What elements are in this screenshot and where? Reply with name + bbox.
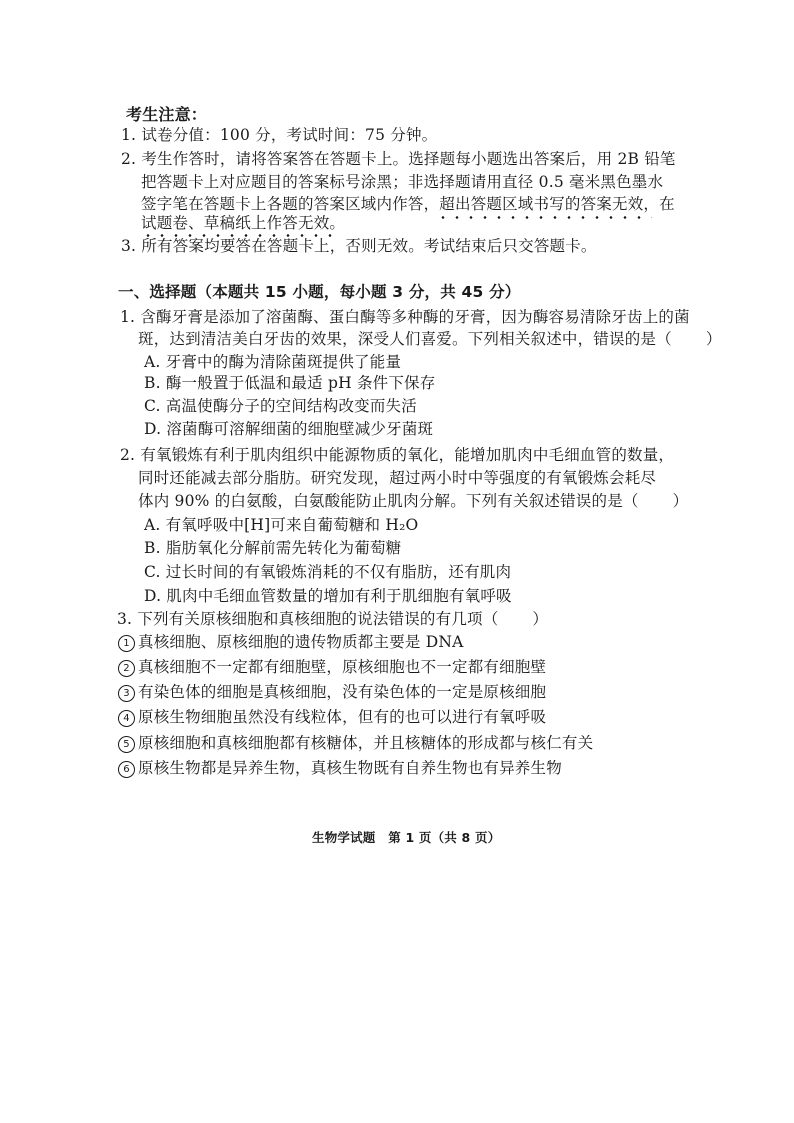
emphasis-dots bbox=[436, 216, 652, 219]
question-2-stem-text: 体内 90% 的白氨酸，白氨酸能防止肌肉分解。下列有关叙述错误的是（ bbox=[138, 492, 639, 510]
statement-item bbox=[118, 682, 546, 702]
question-2-option-a: A. 有氧呼吸中[H]可来自葡萄糖和 H₂O bbox=[144, 516, 419, 534]
statement-text: 有染色体的细胞是真核细胞，没有染色体的一定是原核细胞 bbox=[138, 683, 547, 701]
question-3-stem-text: 3. 下列有关原核细胞和真核细胞的说法错误的有几项（ bbox=[117, 610, 499, 628]
question-1-option-d: D. 溶菌酶可溶解细菌的细胞壁减少牙菌斑 bbox=[144, 420, 434, 438]
question-1-option-a: A. 牙膏中的酶为清除菌斑提供了能量 bbox=[144, 353, 402, 371]
notice-item-1: 1. 试卷分值：100 分，考试时间：75 分钟。 bbox=[121, 126, 438, 144]
notice-title: 考生注意： bbox=[126, 105, 208, 124]
question-1-stem-text: 斑，达到清洁美白牙齿的效果，深受人们喜爱。下列相关叙述中，错误的是（ bbox=[138, 330, 672, 348]
question-3-stem bbox=[117, 609, 548, 629]
statement-text: 原核生物都是异养生物，真核生物既有自养生物也有异养生物 bbox=[138, 759, 562, 777]
question-2-stem-line-3 bbox=[138, 491, 688, 511]
circled-number: 2 bbox=[118, 660, 135, 677]
statement-item bbox=[118, 632, 464, 652]
statement-text: 原核细胞和真核细胞都有核糖体，并且核糖体的形成都与核仁有关 bbox=[138, 734, 594, 752]
question-2-option-b: B. 脂肪氧化分解前需先转化为葡萄糖 bbox=[144, 539, 402, 557]
statement-item bbox=[118, 758, 562, 778]
statement-text: 原核生物细胞虽然没有线粒体，但有的也可以进行有氧呼吸 bbox=[138, 708, 547, 726]
notice-item-2-line-4: 试题卷、草稿纸上作答无效。 bbox=[141, 214, 346, 232]
answer-paren-close: ） bbox=[705, 330, 722, 348]
question-2-option-d: D. 肌肉中毛细血管数量的增加有利于肌细胞有氧呼吸 bbox=[144, 587, 512, 605]
statement-text: 真核细胞不一定都有细胞壁，原核细胞也不一定都有细胞壁 bbox=[138, 658, 547, 676]
question-2-option-c: C. 过长时间的有氧锻炼消耗的不仅有脂肪，还有肌肉 bbox=[144, 563, 512, 581]
question-1-option-c: C. 高温使酶分子的空间结构改变而失活 bbox=[144, 397, 417, 415]
page-footer: 生物学试题 第 1 页（共 8 页） bbox=[312, 830, 501, 845]
circled-number: 5 bbox=[118, 736, 135, 753]
circled-number: 6 bbox=[118, 761, 135, 778]
section-heading: 一、选择题（本题共 15 小题，每小题 3 分，共 45 分） bbox=[118, 283, 521, 301]
notice-item-2-line-1: 2. 考生作答时，请将答案答在答题卡上。选择题每小题选出答案后，用 2B 铅笔 bbox=[121, 150, 676, 168]
circled-number: 1 bbox=[118, 635, 135, 652]
question-2-stem-line-1: 2. 有氧锻炼有利于肌肉组织中能源物质的氧化，能增加肌肉中毛细血管的数量， bbox=[120, 446, 675, 464]
question-1-stem-line-1: 1. 含酶牙膏是添加了溶菌酶、蛋白酶等多种酶的牙膏，因为酶容易清除牙齿上的菌 bbox=[120, 308, 690, 326]
statement-text: 真核细胞、原核细胞的遗传物质都主要是 DNA bbox=[138, 633, 464, 651]
circled-number: 4 bbox=[118, 710, 135, 727]
statement-item bbox=[118, 733, 593, 753]
notice-item-2-line-2: 把答题卡上对应题目的答案标号涂黑；非选择题请用直径 0.5 毫米黑色墨水 bbox=[141, 173, 664, 191]
question-1-stem-line-2 bbox=[138, 329, 722, 349]
statement-item bbox=[118, 707, 546, 727]
notice-item-2-line-3: 签字笔在答题卡上各题的答案区域内作答，超出答题区域书写的答案无效，在 bbox=[141, 195, 675, 213]
answer-paren-close: ） bbox=[672, 492, 689, 510]
circled-number: 3 bbox=[118, 685, 135, 702]
question-2-stem-line-2: 同时还能减去部分脂肪。研究发现，超过两小时中等强度的有氧锻炼会耗尽 bbox=[138, 469, 657, 487]
statement-item bbox=[118, 657, 546, 677]
question-1-option-b: B. 酶一般置于低温和最适 pH 条件下保存 bbox=[144, 374, 436, 392]
notice-item-3: 3. 所有答案均要答在答题卡上，否则无效。考试结束后只交答题卡。 bbox=[121, 237, 597, 255]
answer-paren-close: ） bbox=[532, 610, 549, 628]
